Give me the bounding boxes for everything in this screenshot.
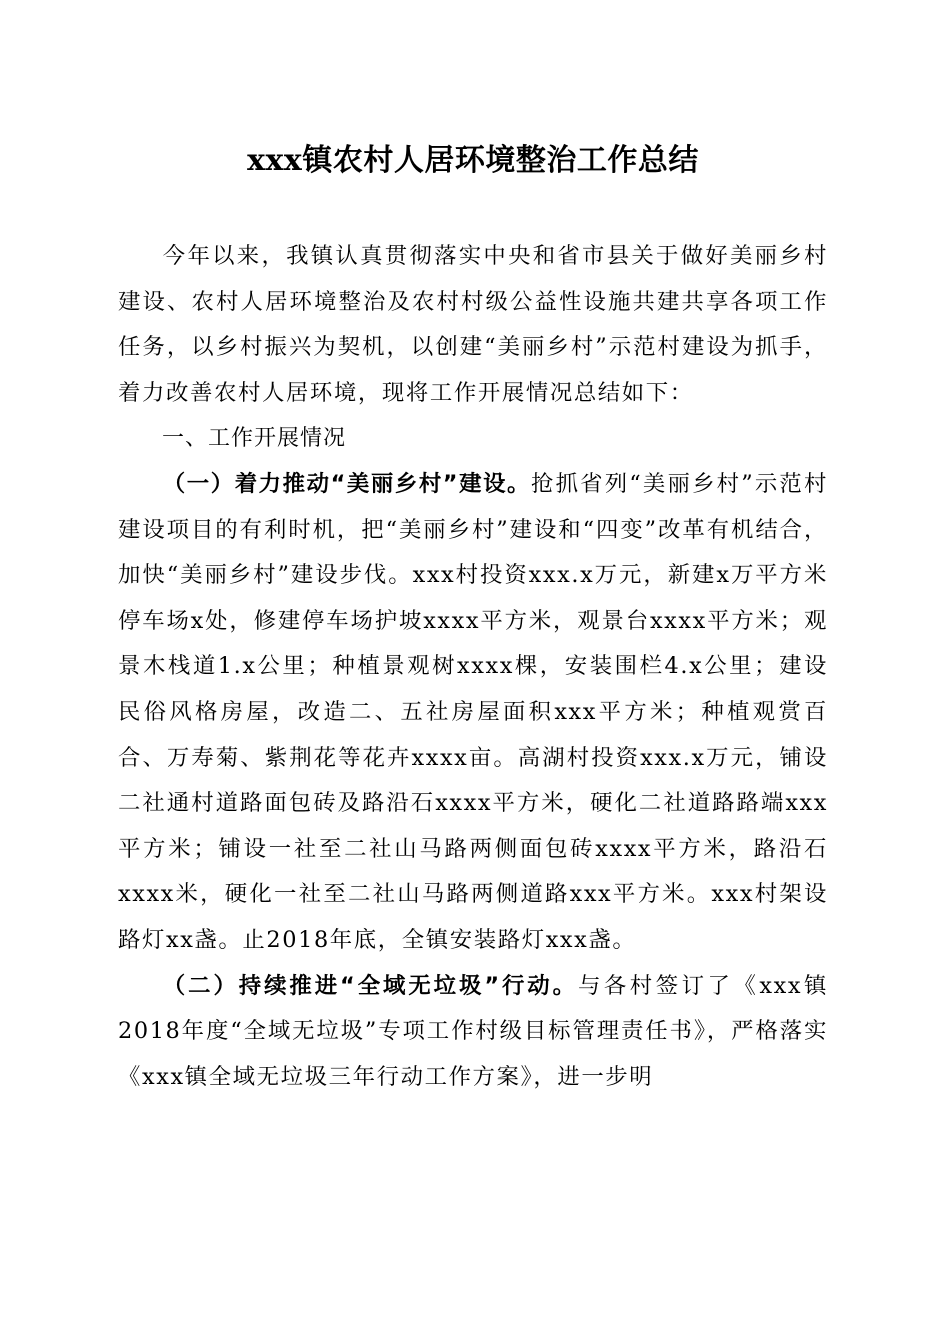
item-2-heading: （二）持续推进“全域无垃圾”行动。 <box>162 972 578 999</box>
item-2-text: 与各村签订了《xxx镇2018年度“全域无垃圾”专项工作村级目标管理责任书》，严格落实《xxx镇全域无垃圾三年行动工作方案》，进一步明 <box>118 972 828 1090</box>
intro-paragraph: 今年以来，我镇认真贯彻落实中央和省市县关于做好美丽乡村建设、农村人居环境整治及农村村级公益性设施共建共享各项工作任务，以乡村振兴为契机，以创建“美丽乡村”示范村建设为抓手，着力改善农村人居环境，现将工作开展情况总结如下： <box>118 243 828 406</box>
item-1-heading: （一）着力推动“美丽乡村”建设。 <box>162 470 532 497</box>
section-heading: 一、工作开展情况 <box>162 426 347 452</box>
section-item-1 <box>118 462 828 964</box>
document-page <box>118 0 828 1100</box>
section-item-2 <box>118 964 828 1101</box>
document-body <box>118 234 828 1100</box>
document-title: xxx镇农村人居环境整治工作总结 <box>247 143 699 178</box>
item-1-text: 抢抓省列“美丽乡村”示范村建设项目的有利时机，把“美丽乡村”建设和“四变”改革有机结合，加快“美丽乡村”建设步伐。xxx村投资xxx.x万元，新建x万平方米停车场x处，修建停车场护坡xxxx平方米，观景台xxxx平方米；观景木栈道1.x公里；种植景观树xxxx棵，安装围栏4.x公里；建设民俗风格房屋，改造二、五社房屋面积xxx平方米；种植观赏百合、万寿菊、紫荆花等花卉xxxx亩。高湖村投资xxx.x万元，铺设二社通村道路面包砖及路沿石xxxx平方米，硬化二社道路路端xxx平方米；铺设一社至二社山马路两侧面包砖xxxx平方米，路沿石xxxx米，硬化一社至二社山马路两侧道路xxx平方米。xxx村架设路灯xx盏。止2018年底，全镇安装路灯xxx盏。 <box>118 470 828 953</box>
